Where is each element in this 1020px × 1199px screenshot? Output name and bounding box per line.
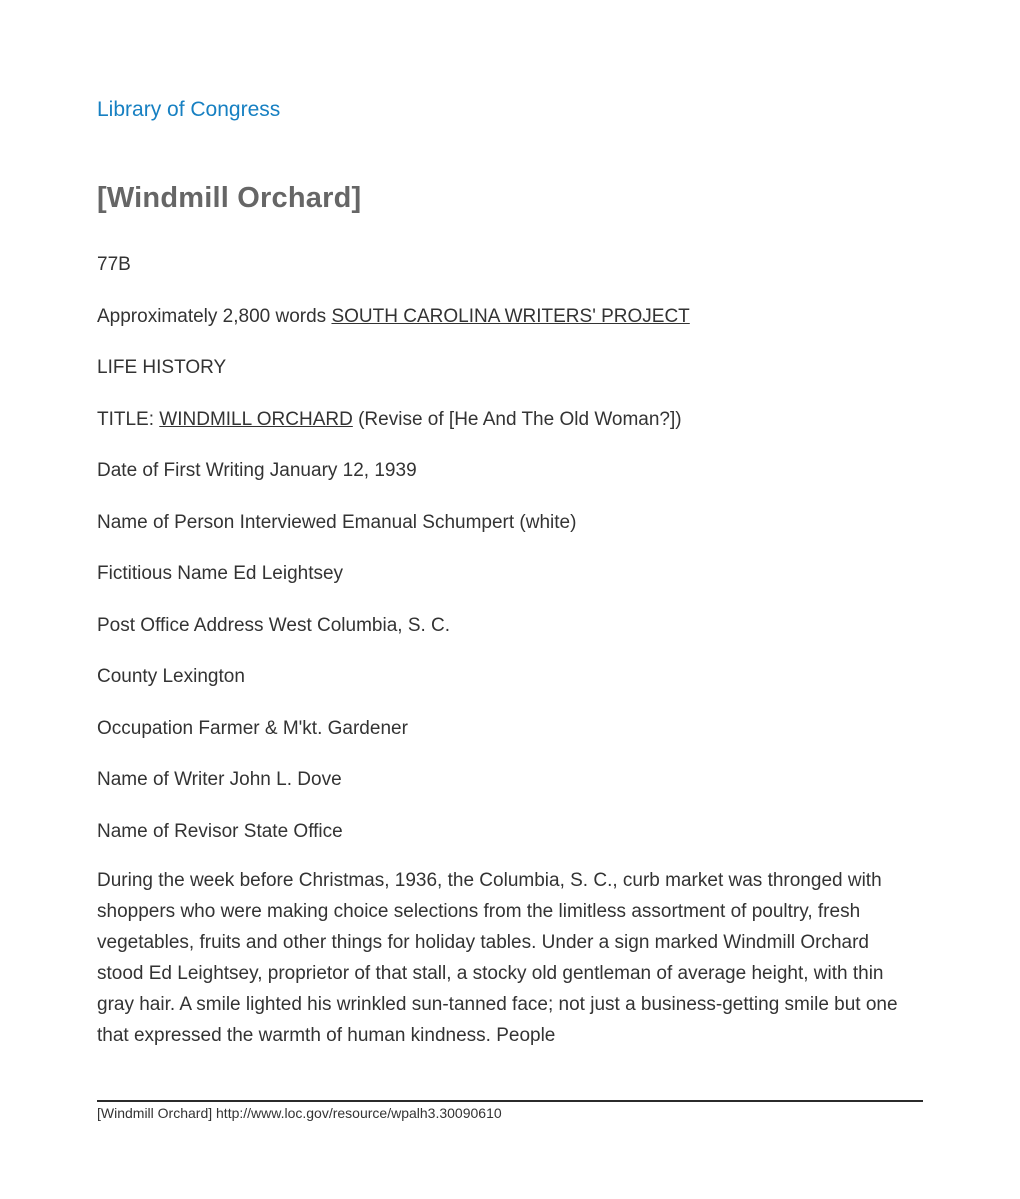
body-paragraph: During the week before Christmas, 1936, the Columbia, S. C., curb market was thronged with shoppers who were making choice selections from the limitless assortment of poultry, fresh vegetables, fruits and other things for holiday tables. Under a sign marked Windmill Orchard stood Ed Leightsey, proprietor of that stall, a stocky old gentleman of average height, with thin gray hair. A smile lighted his wrinkled sun-tanned face; not just a business-getting smile but one that expressed the warmth of human kindness. People [97, 869, 898, 1046]
library-of-congress-link[interactable]: Library of Congress [97, 98, 281, 121]
title-suffix: (Revise of [He And The Old Woman?]) [352, 408, 682, 430]
occupation-line: Occupation Farmer & M'kt. Gardener [97, 717, 408, 739]
word-count-line [97, 301, 923, 332]
windmill-orchard-link[interactable]: WINDMILL ORCHARD [159, 408, 353, 430]
writers-project-link[interactable]: SOUTH CAROLINA WRITERS' PROJECT [331, 305, 690, 327]
page-title: [Windmill Orchard] [97, 182, 362, 214]
date-of-first-writing-line: Date of First Writing January 12, 1939 [97, 460, 417, 481]
post-office-address-line: Post Office Address West Columbia, S. C. [97, 614, 451, 636]
doc-number-line: 77B [97, 254, 131, 275]
county-line: County Lexington [97, 666, 245, 687]
person-interviewed-line: Name of Person Interviewed Emanual Schumpert (white) [97, 511, 577, 533]
footer-citation: [Windmill Orchard] http://www.loc.gov/resource/wpalh3.30090610 [97, 1104, 502, 1121]
title-line [97, 404, 923, 435]
revisor-name-line: Name of Revisor State Office [97, 820, 343, 842]
life-history-line: LIFE HISTORY [97, 357, 227, 378]
word-count-text: Approximately 2,800 words [97, 305, 332, 327]
fictitious-name-line: Fictitious Name Ed Leightsey [97, 563, 344, 584]
title-label: TITLE: [97, 408, 160, 430]
footer-divider [97, 1100, 923, 1102]
writer-name-line: Name of Writer John L. Dove [97, 769, 342, 790]
